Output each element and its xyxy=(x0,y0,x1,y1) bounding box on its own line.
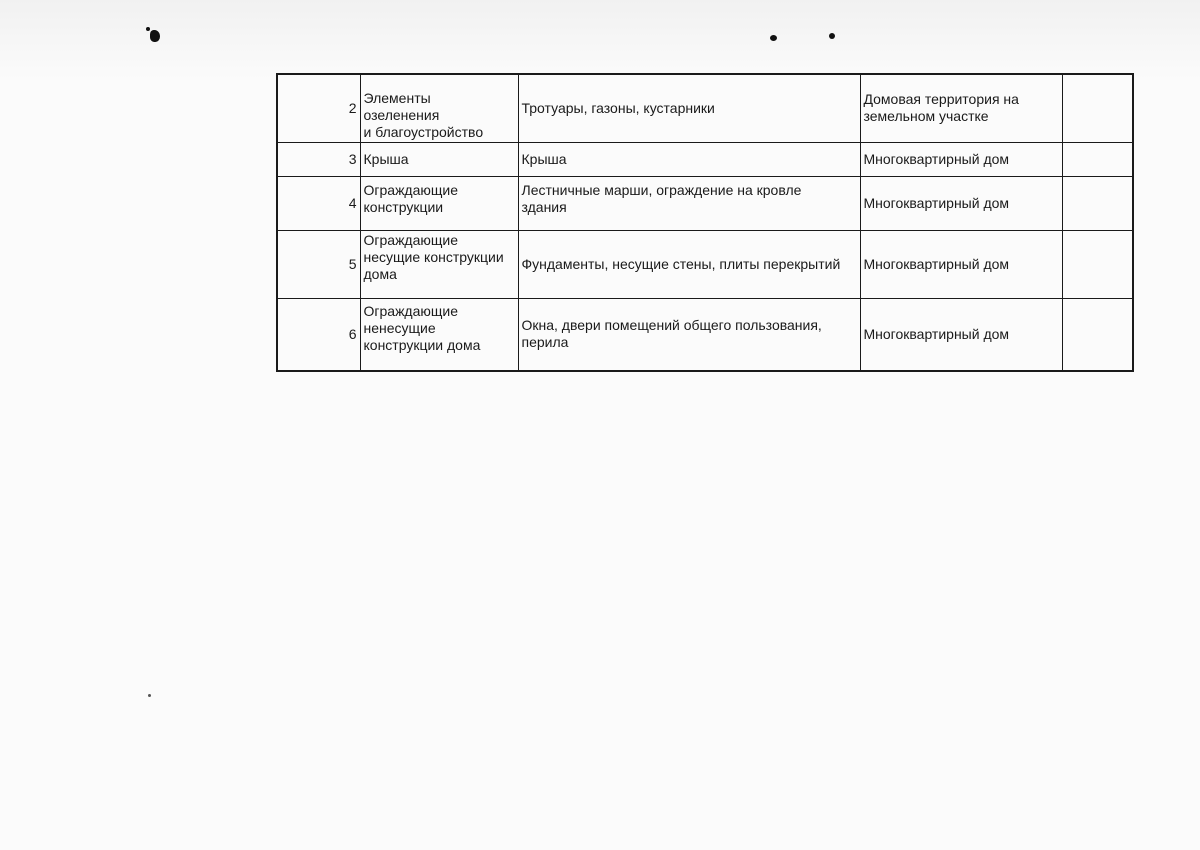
element-name: Крыша xyxy=(360,142,518,176)
scan-shading xyxy=(0,0,1200,80)
element-location: Многоквартирный дом xyxy=(860,142,1062,176)
table-row xyxy=(277,298,1133,371)
element-items: Тротуары, газоны, кустарники xyxy=(518,74,860,142)
element-name: Элементы озеленения и благоустройство xyxy=(360,74,518,142)
ink-speck xyxy=(829,33,835,39)
ink-speck xyxy=(148,694,151,697)
element-location: Многоквартирный дом xyxy=(860,298,1062,371)
element-name: Ограждающие несущие конструкции дома xyxy=(360,230,518,298)
element-location: Домовая территория на земельном участке xyxy=(860,74,1062,142)
element-items: Окна, двери помещений общего пользования, перила xyxy=(518,298,860,371)
element-name: Ограждающие конструкции xyxy=(360,176,518,230)
element-location: Многоквартирный дом xyxy=(860,230,1062,298)
element-items: Лестничные марши, ограждение на кровле здания xyxy=(518,176,860,230)
note-cell xyxy=(1062,74,1133,142)
table-row xyxy=(277,230,1133,298)
element-items: Крыша xyxy=(518,142,860,176)
note-cell xyxy=(1062,298,1133,371)
ink-speck xyxy=(150,30,160,42)
element-location: Многоквартирный дом xyxy=(860,176,1062,230)
table-row xyxy=(277,176,1133,230)
row-number: 5 xyxy=(277,230,360,298)
ink-speck xyxy=(770,35,777,41)
row-number: 3 xyxy=(277,142,360,176)
table-row xyxy=(277,142,1133,176)
table-row xyxy=(277,74,1133,142)
ink-speck xyxy=(146,27,150,31)
element-items: Фундаменты, несущие стены, плиты перекрытий xyxy=(518,230,860,298)
element-name: Ограждающие ненесущие конструкции дома xyxy=(360,298,518,371)
row-number: 6 xyxy=(277,298,360,371)
row-number: 4 xyxy=(277,176,360,230)
note-cell xyxy=(1062,176,1133,230)
row-number: 2 xyxy=(277,74,360,142)
note-cell xyxy=(1062,142,1133,176)
building-elements-table xyxy=(276,73,1134,372)
note-cell xyxy=(1062,230,1133,298)
